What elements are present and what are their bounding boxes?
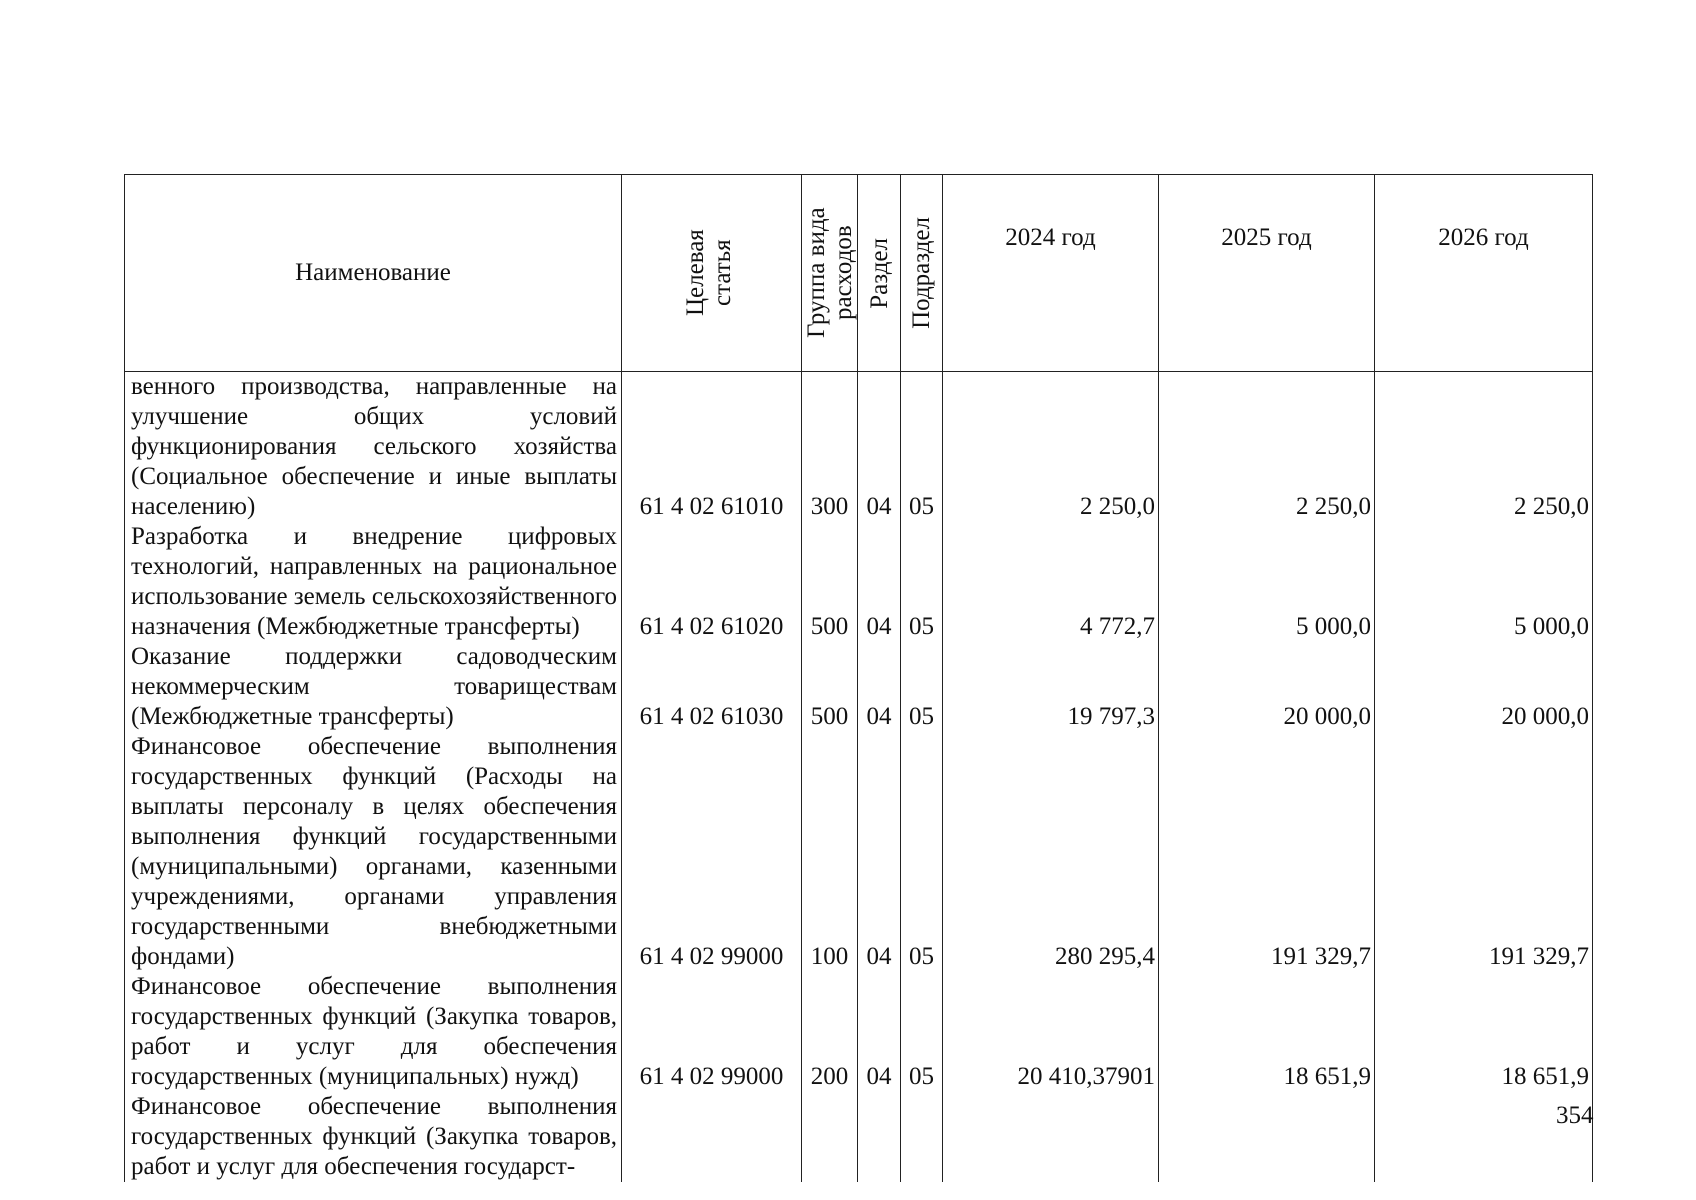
row-group: 500 <box>802 522 858 642</box>
row-group: 300 <box>802 372 858 523</box>
table-header-row <box>125 175 1593 372</box>
row-section: 04 <box>858 732 901 972</box>
budget-table <box>124 174 1593 1182</box>
table-row <box>125 732 1593 972</box>
row-value-2024: 20 410,37901 <box>943 972 1159 1092</box>
row-target: 61 4 02 61010 <box>622 372 802 523</box>
table-row <box>125 1092 1593 1182</box>
page-number: 354 <box>1556 1102 1594 1129</box>
row-target <box>622 1092 802 1182</box>
row-name: Финансовое обеспечение выполнения государственных функций (Расходы на выплаты персоналу в целях обеспечения выполнения функций государственными (муниципальными) органами, казенными учреждениями, органами управления государственными внебюджетными фондами) <box>125 732 622 972</box>
table-row <box>125 522 1593 642</box>
table-row <box>125 372 1593 523</box>
row-subsection: 05 <box>901 522 943 642</box>
row-name: Финансовое обеспечение выполнения государственных функций (Закупка товаров, работ и услуг для обеспечения государст- <box>125 1092 622 1182</box>
header-section: Раздел <box>858 175 901 372</box>
row-target: 61 4 02 61030 <box>622 642 802 732</box>
header-expense-group: Группа вида расходов <box>802 175 858 372</box>
row-value-2026: 5 000,0 <box>1375 522 1593 642</box>
row-subsection: 05 <box>901 972 943 1092</box>
row-name: Оказание поддержки садоводческим некоммерческим товариществам (Межбюджетные трансферты) <box>125 642 622 732</box>
row-value-2024: 2 250,0 <box>943 372 1159 523</box>
row-target: 61 4 02 61020 <box>622 522 802 642</box>
table-row <box>125 642 1593 732</box>
row-group: 100 <box>802 732 858 972</box>
row-value-2024: 19 797,3 <box>943 642 1159 732</box>
row-value-2025: 20 000,0 <box>1159 642 1375 732</box>
row-section: 04 <box>858 642 901 732</box>
row-target: 61 4 02 99000 <box>622 732 802 972</box>
row-section: 04 <box>858 522 901 642</box>
row-subsection: 05 <box>901 372 943 523</box>
row-group <box>802 1092 858 1182</box>
row-section: 04 <box>858 972 901 1092</box>
row-value-2026: 18 651,9 <box>1375 972 1593 1092</box>
row-value-2025: 5 000,0 <box>1159 522 1375 642</box>
row-value-2025: 2 250,0 <box>1159 372 1375 523</box>
table-row <box>125 972 1593 1092</box>
row-value-2025 <box>1159 1092 1375 1182</box>
row-value-2024 <box>943 1092 1159 1182</box>
row-name: венного производства, направленные на улучшение общих условий функционирования сельского хозяйства (Социальное обеспечение и иные выплаты населению) <box>125 372 622 523</box>
row-value-2024: 4 772,7 <box>943 522 1159 642</box>
row-value-2025: 191 329,7 <box>1159 732 1375 972</box>
row-group: 200 <box>802 972 858 1092</box>
header-target-article: Целевая статья <box>622 175 802 372</box>
row-value-2026: 20 000,0 <box>1375 642 1593 732</box>
header-year-2024: 2024 год <box>943 175 1159 372</box>
header-name: Наименование <box>125 175 622 372</box>
row-value-2025: 18 651,9 <box>1159 972 1375 1092</box>
row-subsection <box>901 1092 943 1182</box>
header-subsection: Подраздел <box>901 175 943 372</box>
row-subsection: 05 <box>901 642 943 732</box>
row-target: 61 4 02 99000 <box>622 972 802 1092</box>
row-value-2024: 280 295,4 <box>943 732 1159 972</box>
row-section: 04 <box>858 372 901 523</box>
row-subsection: 05 <box>901 732 943 972</box>
row-name: Финансовое обеспечение выполнения государственных функций (Закупка товаров, работ и услуг для обеспечения государственных (муниципальных) нужд) <box>125 972 622 1092</box>
row-name: Разработка и внедрение цифровых технологий, направленных на рациональное использование земель сельскохозяйственного назначения (Межбюджетные трансферты) <box>125 522 622 642</box>
row-value-2026: 2 250,0 <box>1375 372 1593 523</box>
header-year-2025: 2025 год <box>1159 175 1375 372</box>
row-value-2026: 191 329,7 <box>1375 732 1593 972</box>
row-section <box>858 1092 901 1182</box>
row-group: 500 <box>802 642 858 732</box>
header-year-2026: 2026 год <box>1375 175 1593 372</box>
